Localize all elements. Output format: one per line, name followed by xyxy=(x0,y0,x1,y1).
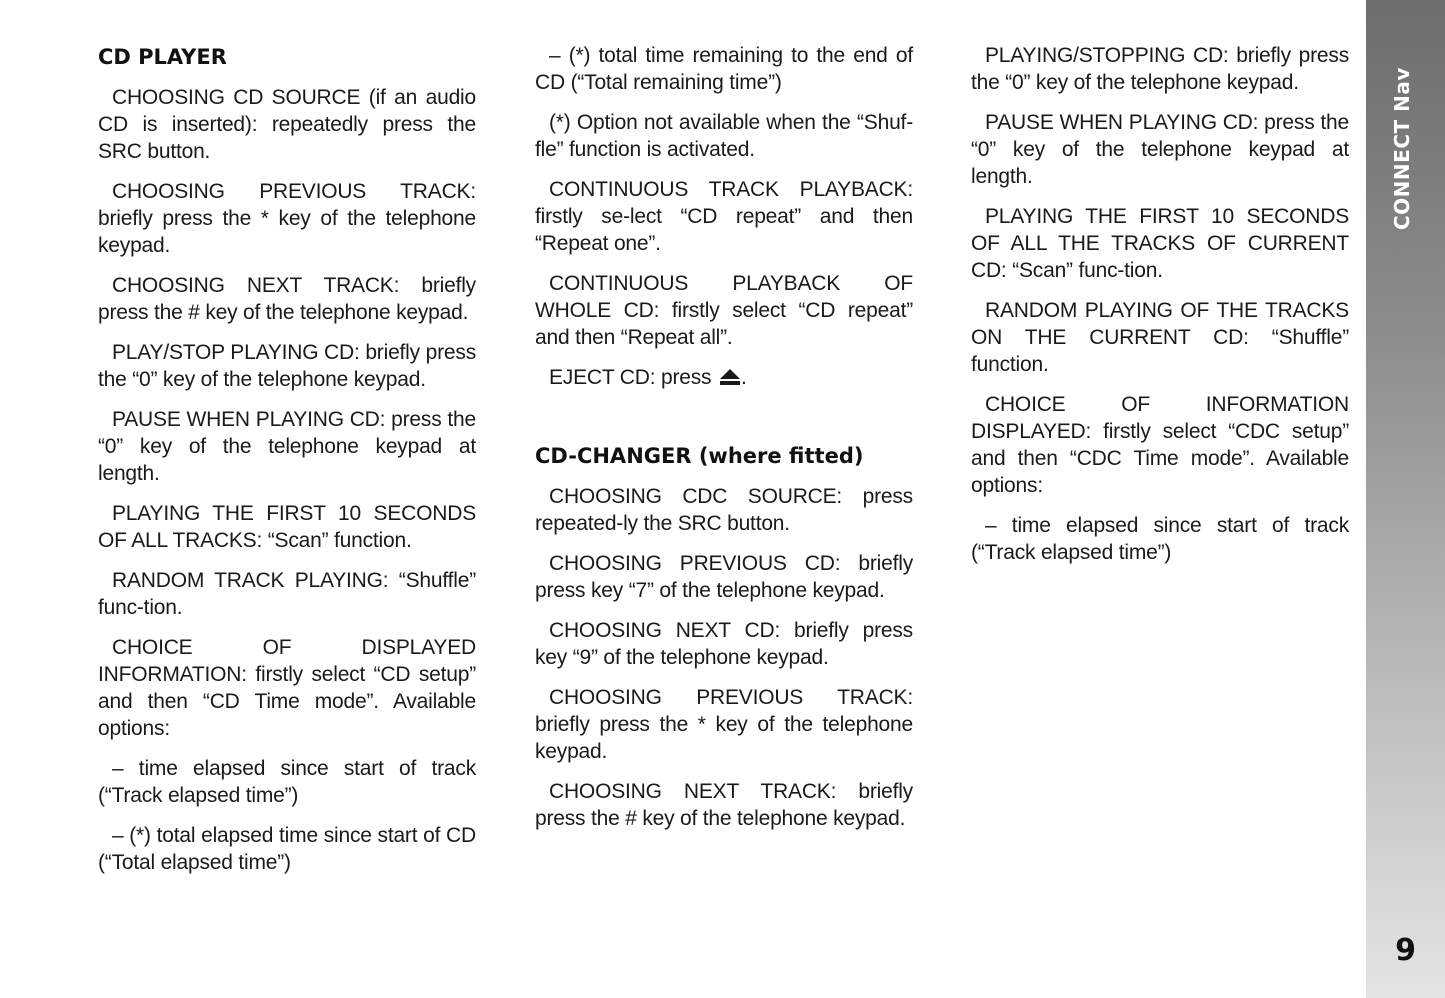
paragraph: CHOOSING CD SOURCE (if an audio CD is inserted): repeatedly press the SRC button. xyxy=(98,86,476,163)
paragraph: – time elapsed since start of track (“Track elapsed time”) xyxy=(971,514,1349,564)
eject-paragraph: EJECT CD: press . xyxy=(549,366,747,389)
paragraph: PAUSE WHEN PLAYING CD: press the “0” key of the telephone keypad at length. xyxy=(98,408,476,485)
column-3 xyxy=(971,42,1349,579)
paragraph: CHOICE OF DISPLAYED INFORMATION: firstly select “CD setup” and then “CD Time mode”. Available options: xyxy=(98,636,476,740)
paragraph: CONTINUOUS TRACK PLAYBACK: firstly se-lect “CD repeat” and then “Repeat one”. xyxy=(535,178,913,255)
paragraph: CHOOSING PREVIOUS TRACK: briefly press the * key of the telephone keypad. xyxy=(98,180,476,257)
paragraph: CHOOSING NEXT TRACK: briefly press the # key of the telephone keypad. xyxy=(98,274,476,324)
paragraph: CHOOSING CDC SOURCE: press repeated-ly the SRC button. xyxy=(535,485,913,535)
eject-icon xyxy=(719,368,741,386)
paragraph: PLAY/STOP PLAYING CD: briefly press the “0” key of the telephone keypad. xyxy=(98,341,476,391)
page-number: 9 xyxy=(1395,933,1416,968)
paragraph: – time elapsed since start of track (“Track elapsed time”) xyxy=(98,757,476,807)
paragraph: – (*) total elapsed time since start of CD (“Total elapsed time”) xyxy=(98,824,476,874)
paragraph: CHOICE OF INFORMATION DISPLAYED: firstly select “CDC setup” and then “CDC Time mode”. Available options: xyxy=(971,393,1349,497)
paragraph: (*) Option not available when the “Shuf-fle” function is activated. xyxy=(535,111,913,161)
section-heading-cd-player: CD PLAYER xyxy=(98,45,227,69)
paragraph: – (*) total time remaining to the end of CD (“Total remaining time”) xyxy=(535,44,913,94)
paragraph: RANDOM PLAYING OF THE TRACKS ON THE CURRENT CD: “Shuffle” function. xyxy=(971,299,1349,376)
paragraph: CONTINUOUS PLAYBACK OF WHOLE CD: firstly select “CD repeat” and then “Repeat all”. xyxy=(535,272,913,349)
side-tab-title: CONNECT Nav xyxy=(1390,67,1414,230)
paragraph: PLAYING THE FIRST 10 SECONDS OF ALL TRACKS: “Scan” function. xyxy=(98,502,476,552)
paragraph: CHOOSING NEXT TRACK: briefly press the # key of the telephone keypad. xyxy=(535,780,913,830)
paragraph: CHOOSING NEXT CD: briefly press key “9” of the telephone keypad. xyxy=(535,619,913,669)
paragraph: CHOOSING PREVIOUS CD: briefly press key “7” of the telephone keypad. xyxy=(535,552,913,602)
section-heading-cd-changer: CD-CHANGER (where fitted) xyxy=(535,444,864,468)
eject-text: EJECT CD: press xyxy=(549,366,712,389)
paragraph: PAUSE WHEN PLAYING CD: press the “0” key of the telephone keypad at length. xyxy=(971,111,1349,188)
column-2 xyxy=(535,42,913,845)
column-1 xyxy=(98,42,476,889)
paragraph: PLAYING/STOPPING CD: briefly press the “0” key of the telephone keypad. xyxy=(971,44,1349,94)
paragraph: RANDOM TRACK PLAYING: “Shuffle” func-tion. xyxy=(98,569,476,619)
paragraph: PLAYING THE FIRST 10 SECONDS OF ALL THE TRACKS OF CURRENT CD: “Scan” func-tion. xyxy=(971,205,1349,282)
side-tab xyxy=(1366,0,1445,998)
paragraph: CHOOSING PREVIOUS TRACK: briefly press the * key of the telephone keypad. xyxy=(535,686,913,763)
